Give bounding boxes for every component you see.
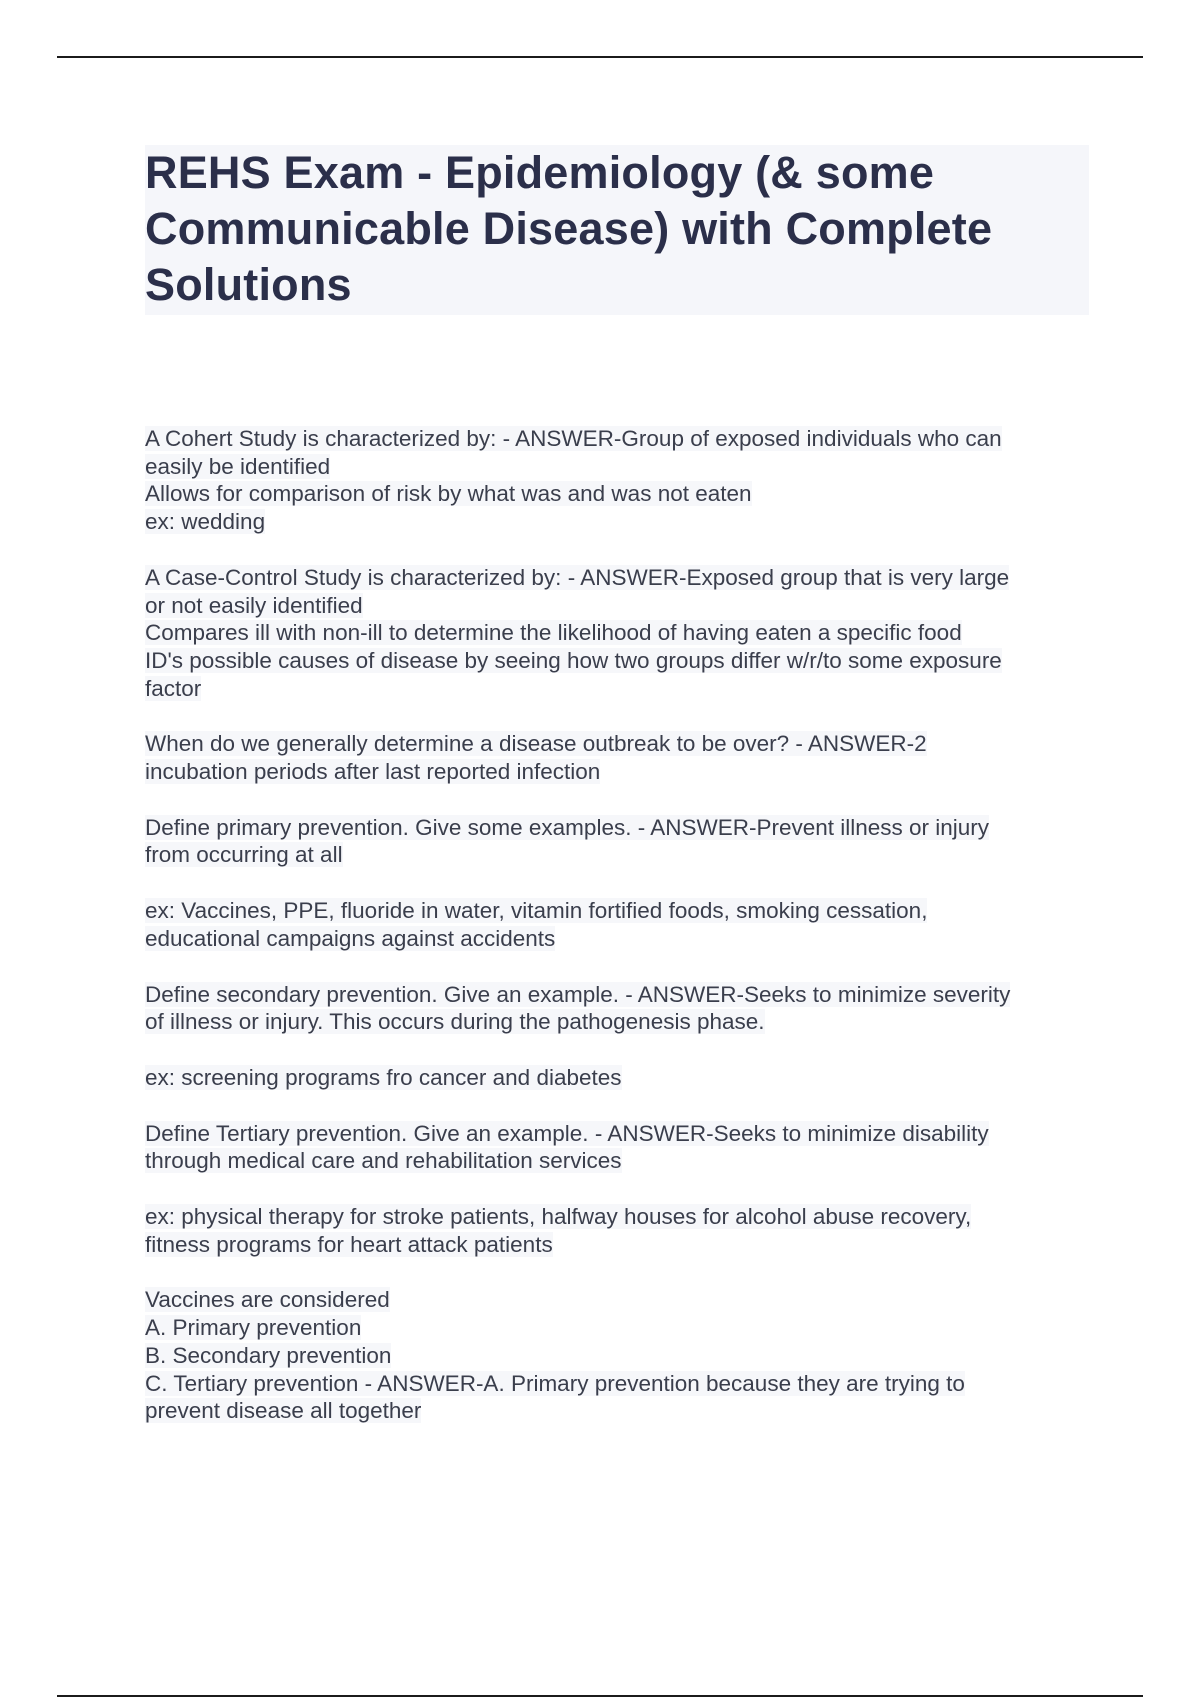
title-block	[145, 145, 1089, 315]
qa-block	[145, 814, 1089, 869]
text-line	[145, 508, 1089, 536]
text-line-content: ID's possible causes of disease by seeing how two groups differ w/r/to some exposure	[145, 647, 1002, 673]
text-line-content: or not easily identified	[145, 592, 363, 618]
text-line	[145, 564, 1089, 592]
text-line	[145, 1342, 1089, 1370]
text-line-content: ex: physical therapy for stroke patients, halfway houses for alcohol abuse recovery,	[145, 1204, 972, 1230]
qa-block	[145, 1203, 1089, 1258]
text-line	[145, 453, 1089, 481]
qa-block	[145, 1286, 1089, 1425]
text-line	[145, 758, 1089, 786]
text-line	[145, 897, 1089, 925]
text-line	[145, 647, 1089, 675]
text-line-content: B. Secondary prevention	[145, 1342, 392, 1368]
text-line	[145, 1370, 1089, 1398]
text-line-content: A Case-Control Study is characterized by: - ANSWER-Exposed group that is very large	[145, 564, 1010, 590]
qa-block	[145, 564, 1089, 703]
qa-content	[145, 425, 1089, 1453]
text-line	[145, 619, 1089, 647]
text-line	[145, 480, 1089, 508]
title-line: Communicable Disease) with Complete	[145, 203, 993, 254]
text-line-content: Allows for comparison of risk by what was and was not eaten	[145, 481, 752, 507]
text-line-content: When do we generally determine a disease outbreak to be over? - ANSWER-2	[145, 731, 927, 757]
text-line-content: from occurring at all	[145, 842, 343, 868]
text-line-content: ex: Vaccines, PPE, fluoride in water, vitamin fortified foods, smoking cessation,	[145, 898, 928, 924]
text-line-content: prevent disease all together	[145, 1398, 422, 1424]
title-line: Solutions	[145, 259, 352, 310]
text-line-content: of illness or injury. This occurs during the pathogenesis phase.	[145, 1009, 765, 1035]
text-line	[145, 1120, 1089, 1148]
text-line-content: A. Primary prevention	[145, 1315, 362, 1341]
qa-block	[145, 981, 1089, 1036]
header-rule	[57, 56, 1143, 58]
text-line-content: C. Tertiary prevention - ANSWER-A. Primary prevention because they are trying to	[145, 1370, 965, 1396]
text-line	[145, 1064, 1089, 1092]
text-line-content: Vaccines are considered	[145, 1287, 390, 1313]
qa-block	[145, 425, 1089, 536]
text-line-content: through medical care and rehabilitation services	[145, 1148, 622, 1174]
text-line-content: incubation periods after last reported infection	[145, 759, 601, 785]
text-line	[145, 1397, 1089, 1425]
qa-block	[145, 897, 1089, 952]
text-line-content: easily be identified	[145, 453, 331, 479]
text-line-content: A Cohert Study is characterized by: - ANSWER-Group of exposed individuals who can	[145, 426, 1002, 451]
text-line	[145, 1203, 1089, 1231]
text-line-content: factor	[145, 675, 202, 701]
text-line	[145, 1286, 1089, 1314]
footer-rule	[57, 1695, 1143, 1697]
qa-block	[145, 1120, 1089, 1175]
text-line	[145, 592, 1089, 620]
text-line	[145, 675, 1089, 703]
document-title	[145, 145, 1089, 313]
text-line	[145, 814, 1089, 842]
text-line	[145, 730, 1089, 758]
text-line	[145, 981, 1089, 1009]
text-line-content: fitness programs for heart attack patients	[145, 1231, 553, 1257]
text-line	[145, 1008, 1089, 1036]
text-line	[145, 1314, 1089, 1342]
title-line: REHS Exam - Epidemiology (& some	[145, 147, 935, 198]
text-line-content: Define secondary prevention. Give an example. - ANSWER-Seeks to minimize severity	[145, 981, 1011, 1007]
qa-block	[145, 1064, 1089, 1092]
text-line	[145, 1147, 1089, 1175]
text-line	[145, 841, 1089, 869]
text-line-content: Define primary prevention. Give some examples. - ANSWER-Prevent illness or injury	[145, 814, 990, 840]
text-line	[145, 925, 1089, 953]
text-line-content: educational campaigns against accidents	[145, 925, 556, 951]
text-line-content: Compares ill with non-ill to determine the likelihood of having eaten a specific food	[145, 620, 962, 646]
text-line-content: ex: wedding	[145, 509, 266, 535]
text-line	[145, 425, 1089, 453]
text-line-content: Define Tertiary prevention. Give an example. - ANSWER-Seeks to minimize disability	[145, 1120, 989, 1146]
text-line-content: ex: screening programs fro cancer and diabetes	[145, 1064, 622, 1090]
text-line	[145, 1231, 1089, 1259]
qa-block	[145, 730, 1089, 785]
